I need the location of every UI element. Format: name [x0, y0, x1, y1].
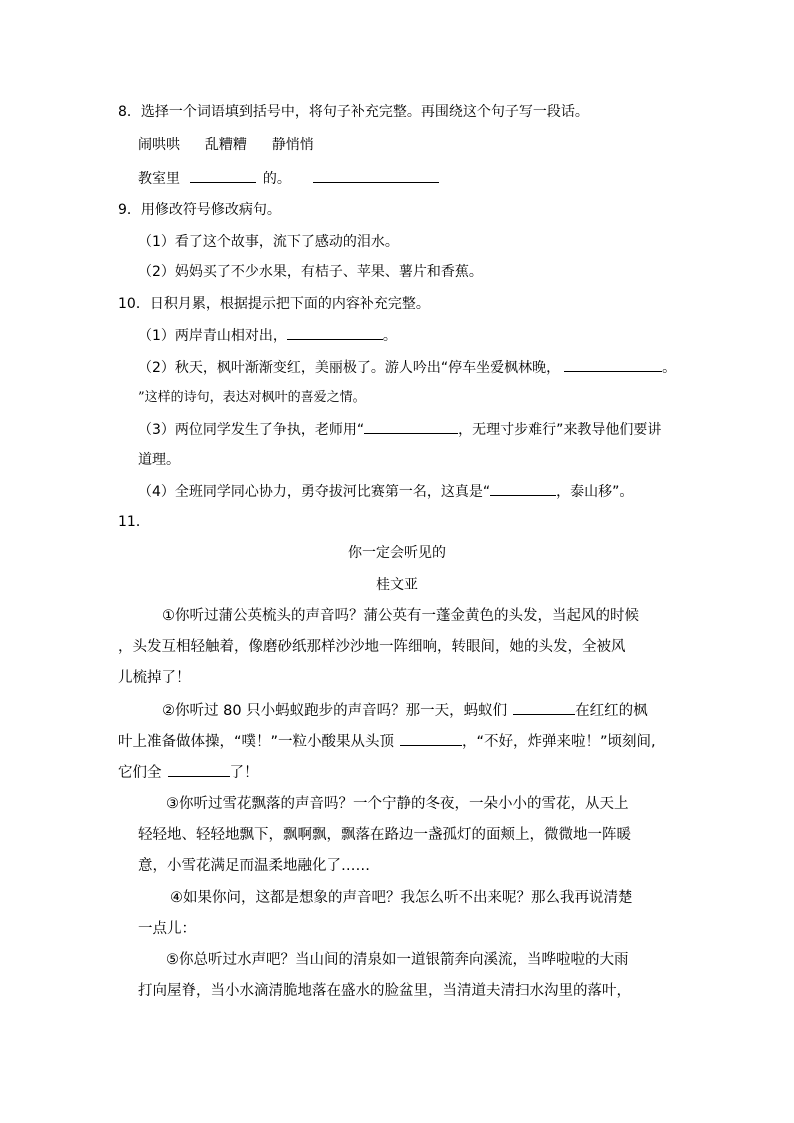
- q8-sentence-end: 的。: [262, 171, 291, 187]
- q8-sentence-start: 教室里: [138, 171, 180, 187]
- q10-item-2-continued: ”这样的诗句，表达对枫叶的喜爱之情。: [138, 390, 366, 405]
- paragraph-5-line-1: ⑤你总听过水声吧？当山间的清泉如一道银箭奔向溪流，当哗啦啦的大雨: [166, 952, 629, 968]
- passage-author: 桂文亚: [376, 577, 418, 593]
- q9-item-2: （2）妈妈买了不少水果，有桔子、苹果、薯片和香蕉。: [138, 264, 483, 280]
- paragraph-2-text-f: 了！: [229, 765, 259, 781]
- q10-item-3: [138, 419, 661, 440]
- q8-word-options: [138, 135, 314, 155]
- q10-item-4-blank[interactable]: [490, 481, 556, 496]
- word-option-1: 闹哄哄: [138, 137, 180, 153]
- paragraph-2-text-a: ②你听过 80 只小蚂蚁跑步的声音吗？那一天，蚂蚁们: [162, 703, 508, 719]
- q10-item-4: [138, 481, 633, 502]
- q10-item-3-text: （3）两位同学发生了争执，老师用“: [138, 422, 365, 438]
- paragraph-2-text-d: ，“不好，炸弹来啦！”顷刻间,: [462, 734, 656, 750]
- paragraph-1-line-1: ①你听过蒲公英梳头的声音吗？蒲公英有一蓬金黄色的头发，当起风的时候: [162, 608, 639, 624]
- q10-item-2-text: （2）秋天，枫叶渐渐变红，美丽极了。游人吟出“停车坐爱枫林晚，: [138, 360, 561, 376]
- q10-item-1-blank[interactable]: [287, 325, 383, 340]
- word-option-3: 静悄悄: [271, 137, 314, 153]
- q8-prompt: 8．选择一个词语填到括号中，将句子补充完整。再围绕这个句子写一段话。: [118, 104, 589, 120]
- paragraph-3-line-1: ③你听过雪花飘落的声音吗？一个宁静的冬夜，一朵小小的雪花，从天上: [166, 796, 629, 812]
- q10-item-1: [138, 325, 397, 346]
- paragraph-3-line-2: 轻轻地、轻轻地飘下，飘啊飘，飘落在路边一盏孤灯的面颊上，微微地一阵暖: [138, 827, 631, 843]
- paragraph-2-text-b: 在红红的枫: [575, 703, 648, 719]
- paragraph-1-line-3: 儿梳掉了！: [118, 670, 191, 686]
- paragraph-2-line-1: [162, 700, 648, 721]
- paragraph-4-line-2: 一点儿：: [138, 921, 196, 937]
- q10-item-1-end: 。: [382, 328, 397, 344]
- q10-prompt: 10．日积月累，根据提示把下面的内容补充完整。: [118, 296, 430, 312]
- paragraph-2-text-e: 它们全: [118, 765, 162, 781]
- paragraph-2-blank-3[interactable]: [168, 762, 230, 777]
- q10-item-3-continued: 道理。: [138, 452, 180, 468]
- q10-item-1-text: （1）两岸青山相对出，: [138, 328, 287, 344]
- q10-item-2: [138, 357, 676, 378]
- q10-item-4-text: （4）全班同学同心协力，勇夺拔河比赛第一名，这真是“: [138, 484, 491, 500]
- paragraph-3-line-3: 意，小雪花满足而温柔地融化了……: [138, 858, 370, 874]
- paragraph-4-line-1: ④如果你问，这都是想象的声音吧？我怎么听不出来呢？那么我再说清楚: [170, 890, 633, 906]
- paragraph-5-line-2: 打向屋脊，当小水滴清脆地落在盛水的脸盆里，当清道夫清扫水沟里的落叶，: [138, 983, 631, 999]
- q8-sentence: [138, 168, 439, 189]
- q9-prompt: 9．用修改符号修改病句。: [118, 202, 281, 218]
- paragraph-1-line-2: ，头发互相轻触着，像磨砂纸那样沙沙地一阵细响，转眼间，她的头发，全被风: [118, 639, 626, 655]
- q10-item-3-blank[interactable]: [364, 419, 458, 434]
- q10-item-2-blank[interactable]: [564, 357, 662, 372]
- paragraph-2-line-3: [118, 762, 259, 783]
- paragraph-2-blank-1[interactable]: [513, 700, 575, 715]
- paragraph-2-text-c: 叶上准备做体操，“噗！”一粒小酸果从头顶: [118, 734, 395, 750]
- passage-title: 你一定会听见的: [348, 545, 446, 561]
- q10-item-3-text-b: ，无理寸步难行”来教导他们要讲: [458, 422, 662, 438]
- paragraph-2-line-2: [118, 731, 656, 752]
- q10-item-2-end: 。: [662, 360, 677, 376]
- q8-writing-blank[interactable]: [313, 168, 439, 183]
- q8-fill-blank[interactable]: [190, 168, 256, 183]
- q10-item-4-end: ，泰山移”。: [556, 484, 634, 500]
- q9-item-1: （1）看了这个故事，流下了感动的泪水。: [138, 234, 399, 250]
- word-option-2: 乱糟糟: [204, 137, 247, 153]
- paragraph-2-blank-2[interactable]: [400, 731, 462, 746]
- q11-number: 11．: [118, 514, 150, 530]
